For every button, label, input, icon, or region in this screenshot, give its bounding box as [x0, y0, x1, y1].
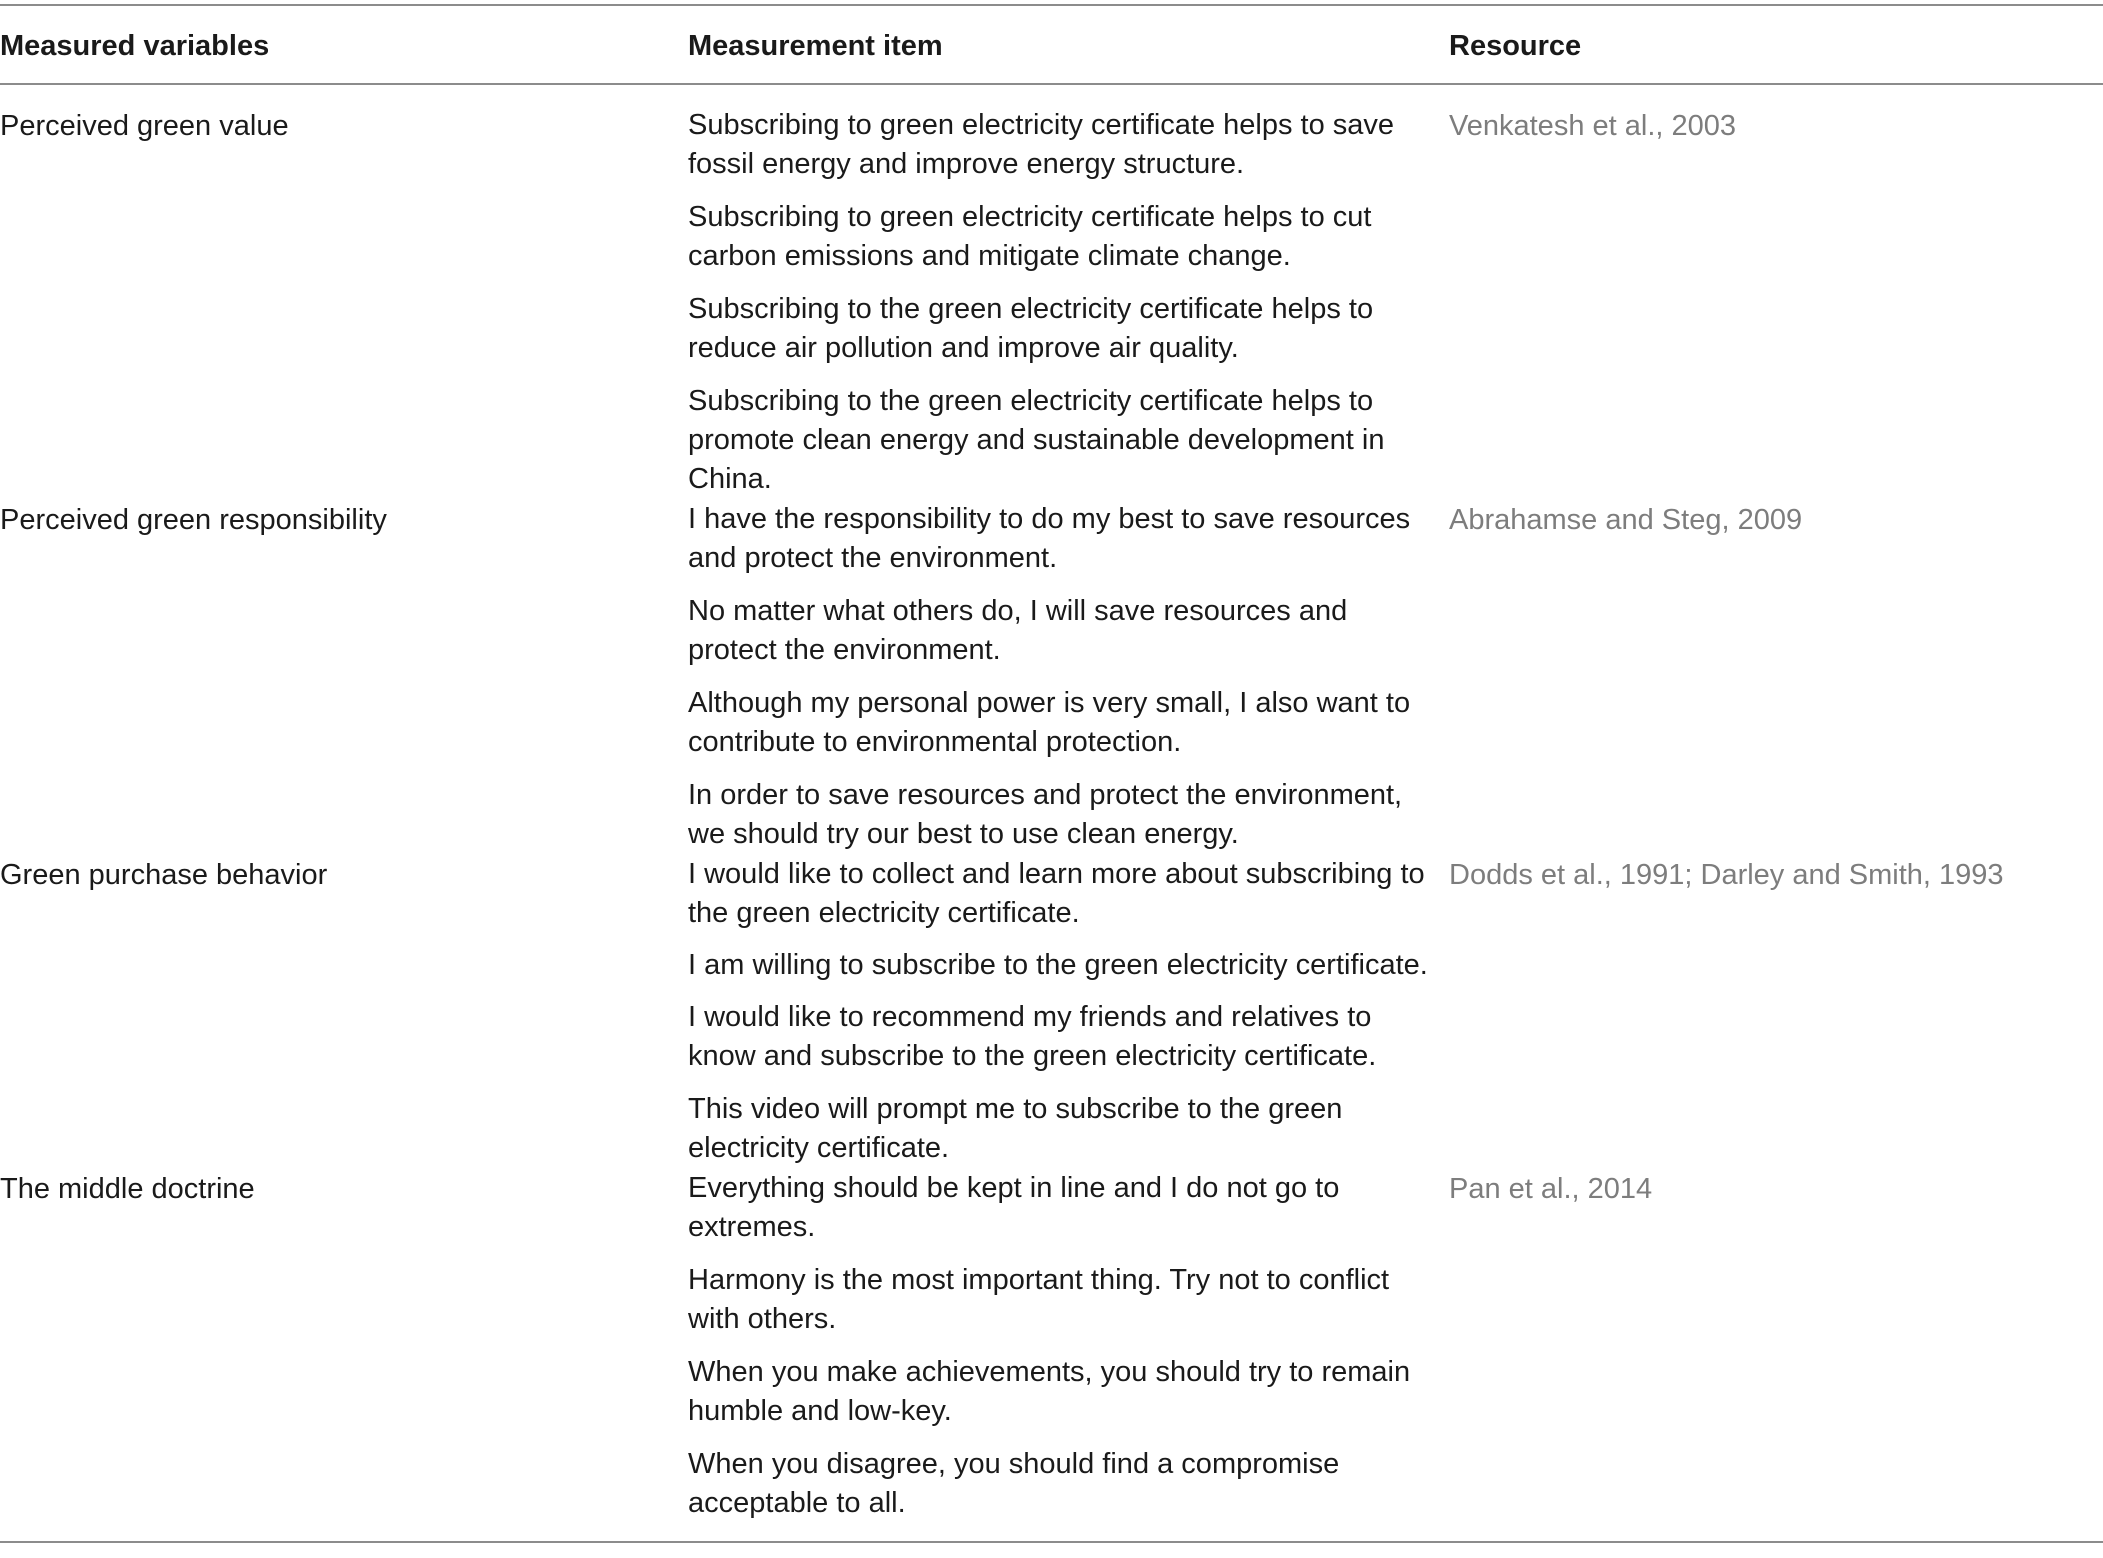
item-line: contribute to environmental protection. — [688, 726, 1182, 758]
resource-perceived-green-responsibility: Abrahamse and Steg, 2009 — [1449, 504, 1803, 536]
table-bottom-rule — [0, 1541, 2103, 1543]
item-line: Subscribing to the green electricity certificate helps to — [688, 385, 1374, 417]
measurement-item — [688, 946, 1428, 985]
item-line: know and subscribe to the green electricity certificate. — [688, 1040, 1377, 1072]
item-line: Subscribing to green electricity certificate helps to cut — [688, 201, 1372, 233]
item-line: This video will prompt me to subscribe to the green — [688, 1093, 1343, 1125]
item-line: humble and low-key. — [688, 1395, 952, 1427]
item-line: extremes. — [688, 1211, 816, 1243]
variable-perceived-green-value: Perceived green value — [0, 110, 289, 142]
variable-green-purchase-behavior: Green purchase behavior — [0, 859, 328, 891]
table-top-rule — [0, 4, 2103, 6]
measurement-item — [688, 1169, 1418, 1247]
header-measurement-item: Measurement item — [688, 30, 943, 62]
header-resource: Resource — [1449, 30, 1582, 62]
resource-green-purchase-behavior: Dodds et al., 1991; Darley and Smith, 1993 — [1449, 859, 2004, 891]
item-line: Harmony is the most important thing. Try not to conflict — [688, 1264, 1390, 1296]
header-rule — [0, 83, 2103, 85]
item-line: protect the environment. — [688, 634, 1001, 666]
resource-the-middle-doctrine: Pan et al., 2014 — [1449, 1173, 1653, 1205]
item-line: Everything should be kept in line and I do not go to — [688, 1172, 1340, 1204]
item-line: fossil energy and improve energy structure. — [688, 148, 1245, 180]
measurement-item — [688, 382, 1418, 499]
measurement-item — [688, 1090, 1418, 1168]
item-line: I have the responsibility to do my best to save resources — [688, 503, 1411, 535]
measurement-item — [688, 290, 1418, 368]
item-line: Subscribing to the green electricity certificate helps to — [688, 293, 1374, 325]
measurement-item — [688, 500, 1418, 578]
item-line: I would like to recommend my friends and relatives to — [688, 1001, 1372, 1033]
item-line: No matter what others do, I will save resources and — [688, 595, 1348, 627]
item-line: the green electricity certificate. — [688, 897, 1080, 929]
item-line: Although my personal power is very small, I also want to — [688, 687, 1411, 719]
item-line: acceptable to all. — [688, 1487, 906, 1519]
variable-perceived-green-responsibility: Perceived green responsibility — [0, 504, 387, 536]
item-line: we should try our best to use clean energy. — [688, 818, 1239, 850]
item-line: Subscribing to green electricity certificate helps to save — [688, 109, 1395, 141]
item-line: In order to save resources and protect the environment, — [688, 779, 1403, 811]
item-line: When you disagree, you should find a compromise — [688, 1448, 1340, 1480]
measurement-item — [688, 684, 1418, 762]
item-line: China. — [688, 463, 772, 495]
item-line: reduce air pollution and improve air quality. — [688, 332, 1239, 364]
resource-perceived-green-value: Venkatesh et al., 2003 — [1449, 110, 1736, 142]
item-line: I am willing to subscribe to the green electricity certificate. — [688, 949, 1428, 981]
measurement-item — [688, 106, 1418, 184]
measurement-item — [688, 198, 1418, 276]
item-line: promote clean energy and sustainable development in — [688, 424, 1385, 456]
item-line: with others. — [688, 1303, 837, 1335]
item-line: carbon emissions and mitigate climate change. — [688, 240, 1291, 272]
variable-the-middle-doctrine: The middle doctrine — [0, 1173, 255, 1205]
header-measured-variables: Measured variables — [0, 30, 270, 62]
measurement-item — [688, 855, 1425, 933]
measurement-item — [688, 776, 1418, 854]
item-line: and protect the environment. — [688, 542, 1058, 574]
item-line: When you make achievements, you should try to remain — [688, 1356, 1411, 1388]
measurement-item — [688, 1445, 1418, 1523]
measurement-item — [688, 1261, 1418, 1339]
item-line: electricity certificate. — [688, 1132, 950, 1164]
item-line: I would like to collect and learn more about subscribing to — [688, 858, 1425, 890]
measurement-item — [688, 998, 1418, 1076]
measurement-item — [688, 592, 1418, 670]
measurement-item — [688, 1353, 1418, 1431]
